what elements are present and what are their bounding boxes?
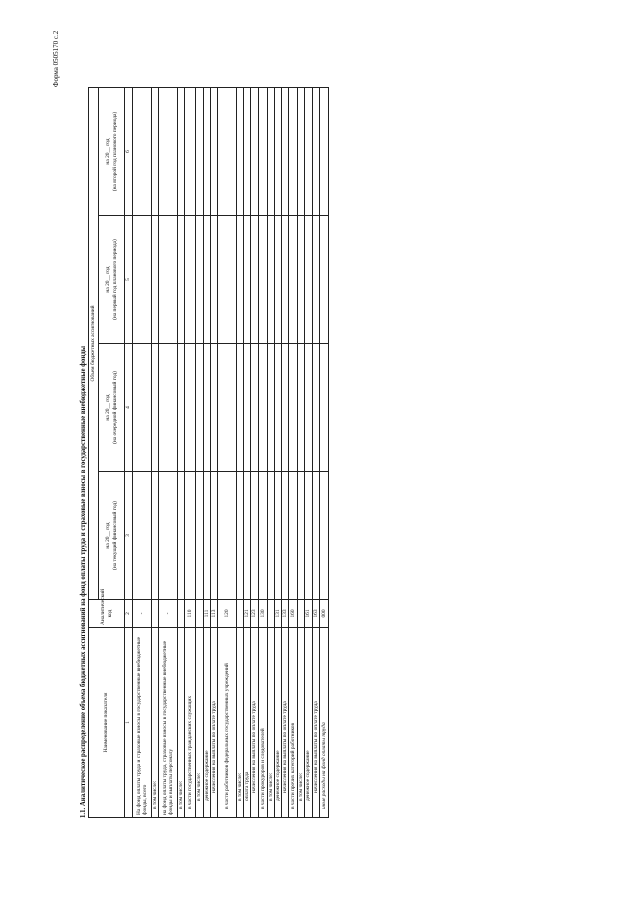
value-cell[interactable] (319, 87, 328, 215)
value-cell[interactable] (267, 216, 274, 344)
value-cell[interactable] (210, 87, 217, 215)
row-code: 123 (251, 600, 258, 628)
value-cell[interactable] (185, 344, 196, 472)
table-row (237, 87, 244, 817)
row-code (196, 600, 203, 628)
value-cell[interactable] (258, 344, 267, 472)
value-cell[interactable] (298, 344, 305, 472)
value-cell[interactable] (274, 344, 281, 472)
row-name: начисления на выплаты по оплате труда (251, 628, 258, 818)
value-cell[interactable] (133, 216, 152, 344)
row-name: в том числе: (267, 628, 274, 818)
value-cell[interactable] (244, 87, 251, 215)
row-code: - (133, 600, 152, 628)
row-name: в том числе: (298, 628, 305, 818)
table-row (203, 87, 210, 817)
value-cell[interactable] (312, 344, 319, 472)
table-row (244, 87, 251, 817)
value-cell[interactable] (298, 87, 305, 215)
value-cell[interactable] (267, 87, 274, 215)
value-cell[interactable] (196, 216, 203, 344)
value-cell[interactable] (274, 87, 281, 215)
row-name: начисления на выплаты по оплате труда (312, 628, 319, 818)
value-cell[interactable] (244, 344, 251, 472)
value-cell[interactable] (152, 216, 159, 344)
table-row (133, 87, 152, 817)
value-cell[interactable] (237, 87, 244, 215)
table-row (152, 87, 159, 817)
row-code: 161 (305, 600, 312, 628)
value-cell[interactable] (319, 472, 328, 600)
value-cell[interactable] (133, 344, 152, 472)
value-cell[interactable] (218, 87, 237, 215)
row-name: в том числе: (237, 628, 244, 818)
value-cell[interactable] (251, 216, 258, 344)
row-code: 113 (210, 600, 217, 628)
value-cell[interactable] (251, 87, 258, 215)
value-cell[interactable] (274, 216, 281, 344)
row-code (267, 600, 274, 628)
value-cell[interactable] (218, 472, 237, 600)
table-row (178, 87, 185, 817)
value-cell[interactable] (258, 472, 267, 600)
table-row (319, 87, 328, 817)
header-code: Аналитический код (89, 600, 125, 628)
value-cell[interactable] (282, 87, 289, 215)
value-cell[interactable] (133, 87, 152, 215)
value-cell[interactable] (319, 344, 328, 472)
row-code: 130 (258, 600, 267, 628)
table-row (298, 87, 305, 817)
row-code: 131 (274, 600, 281, 628)
row-name: в части государственных гражданских служащих (185, 628, 196, 818)
row-code (152, 600, 159, 628)
value-cell[interactable] (267, 344, 274, 472)
row-name: оплата труда (244, 628, 251, 818)
value-cell[interactable] (237, 472, 244, 600)
value-cell[interactable] (178, 344, 185, 472)
row-code: 110 (185, 600, 196, 628)
row-code: 120 (218, 600, 237, 628)
value-cell[interactable] (312, 472, 319, 600)
row-name: денежное содержание (203, 628, 210, 818)
value-cell[interactable] (251, 472, 258, 600)
value-cell[interactable] (203, 472, 210, 600)
value-cell[interactable] (152, 87, 159, 215)
header-year-1: на 20__ год (на текущий финансовый год) (99, 472, 125, 600)
row-name: денежное содержание (305, 628, 312, 818)
row-name: иные расходы на фонд оплаты труда (319, 628, 328, 818)
value-cell[interactable] (203, 344, 210, 472)
table-row (159, 87, 178, 817)
row-name: На фонд оплаты труда и страховые взносы в государственные внебюджетные фонды, всего (133, 628, 152, 818)
value-cell[interactable] (319, 216, 328, 344)
value-cell[interactable] (210, 344, 217, 472)
row-name: начисления на выплаты по оплате труда (210, 628, 217, 818)
table-body (133, 87, 329, 817)
col-number: 2 (125, 600, 133, 628)
header-year-3: на 20__ год (на первый год планового периода) (99, 216, 125, 344)
value-cell[interactable] (185, 216, 196, 344)
value-cell[interactable] (305, 87, 312, 215)
value-cell[interactable] (258, 216, 267, 344)
row-name: в части прокуроров и следователей (258, 628, 267, 818)
value-cell[interactable] (152, 472, 159, 600)
value-cell[interactable] (185, 87, 196, 215)
value-cell[interactable] (289, 344, 298, 472)
value-cell[interactable] (159, 87, 178, 215)
value-cell[interactable] (282, 472, 289, 600)
value-cell[interactable] (312, 87, 319, 215)
value-cell[interactable] (178, 87, 185, 215)
value-cell[interactable] (251, 344, 258, 472)
col-number: 3 (125, 472, 133, 600)
value-cell[interactable] (196, 344, 203, 472)
row-code (298, 600, 305, 628)
row-code: 000 (319, 600, 328, 628)
header-group: Объем бюджетных ассигнований (89, 87, 99, 599)
value-cell[interactable] (289, 216, 298, 344)
value-cell[interactable] (133, 472, 152, 600)
table-row (258, 87, 267, 817)
value-cell[interactable] (178, 216, 185, 344)
row-name: в том числе: (152, 628, 159, 818)
value-cell[interactable] (289, 87, 298, 215)
col-number: 4 (125, 344, 133, 472)
value-cell[interactable] (159, 216, 178, 344)
table-row (312, 87, 319, 817)
value-cell[interactable] (282, 216, 289, 344)
value-cell[interactable] (237, 216, 244, 344)
table-row (305, 87, 312, 817)
budget-table (88, 87, 329, 818)
row-code: 160 (289, 600, 298, 628)
value-cell[interactable] (218, 344, 237, 472)
value-cell[interactable] (159, 344, 178, 472)
value-cell[interactable] (244, 472, 251, 600)
table-row (251, 87, 258, 817)
header-year-2: на 20__ год (на очередной финансовый год) (99, 344, 125, 472)
value-cell[interactable] (196, 472, 203, 600)
row-name: в части работников федеральных государственных учреждений (218, 628, 237, 818)
row-code: 163 (312, 600, 319, 628)
value-cell[interactable] (244, 216, 251, 344)
table-caption: 1.1. Аналитическое распределение объема бюджетных ассигнований на фонд оплаты труда и страховые взносы в государственные внебюджетные фонды (80, 345, 87, 818)
row-name: в части прочих категорий работников (289, 628, 298, 818)
value-cell[interactable] (298, 472, 305, 600)
row-name: на фонд оплаты труда, страховые взносы в государственные внебюджетные фонды и выплаты персоналу (159, 628, 178, 818)
value-cell[interactable] (305, 472, 312, 600)
table-row (289, 87, 298, 817)
col-number: 1 (125, 628, 133, 818)
header-year-4: на 20__ год (на второй год планового периода) (99, 87, 125, 215)
row-name: начисления на выплаты по оплате труда (282, 628, 289, 818)
row-code: 111 (203, 600, 210, 628)
value-cell[interactable] (210, 216, 217, 344)
value-cell[interactable] (159, 472, 178, 600)
table-row (274, 87, 281, 817)
value-cell[interactable] (274, 472, 281, 600)
table-row (185, 87, 196, 817)
table-row (196, 87, 203, 817)
value-cell[interactable] (237, 344, 244, 472)
value-cell[interactable] (312, 216, 319, 344)
value-cell[interactable] (267, 472, 274, 600)
value-cell[interactable] (210, 472, 217, 600)
table-row (218, 87, 237, 817)
value-cell[interactable] (152, 344, 159, 472)
value-cell[interactable] (178, 472, 185, 600)
value-cell[interactable] (298, 216, 305, 344)
row-code: 121 (244, 600, 251, 628)
row-code: 133 (282, 600, 289, 628)
row-code (237, 600, 244, 628)
value-cell[interactable] (203, 216, 210, 344)
table-row (282, 87, 289, 817)
form-label: Форма 0505170 с.2 (52, 30, 60, 87)
value-cell[interactable] (203, 87, 210, 215)
row-name: денежное содержание (274, 628, 281, 818)
value-cell[interactable] (258, 87, 267, 215)
col-number: 5 (125, 216, 133, 344)
header-name: Наименование показателя (89, 628, 125, 818)
value-cell[interactable] (305, 344, 312, 472)
row-name: в том числе: (178, 628, 185, 818)
value-cell[interactable] (218, 216, 237, 344)
value-cell[interactable] (185, 472, 196, 600)
value-cell[interactable] (305, 216, 312, 344)
column-numbers-row (125, 87, 133, 817)
value-cell[interactable] (289, 472, 298, 600)
col-number: 6 (125, 87, 133, 215)
value-cell[interactable] (196, 87, 203, 215)
row-code (178, 600, 185, 628)
row-code: - (159, 600, 178, 628)
value-cell[interactable] (282, 344, 289, 472)
table-row (210, 87, 217, 817)
row-name: в том числе: (196, 628, 203, 818)
table-row (267, 87, 274, 817)
